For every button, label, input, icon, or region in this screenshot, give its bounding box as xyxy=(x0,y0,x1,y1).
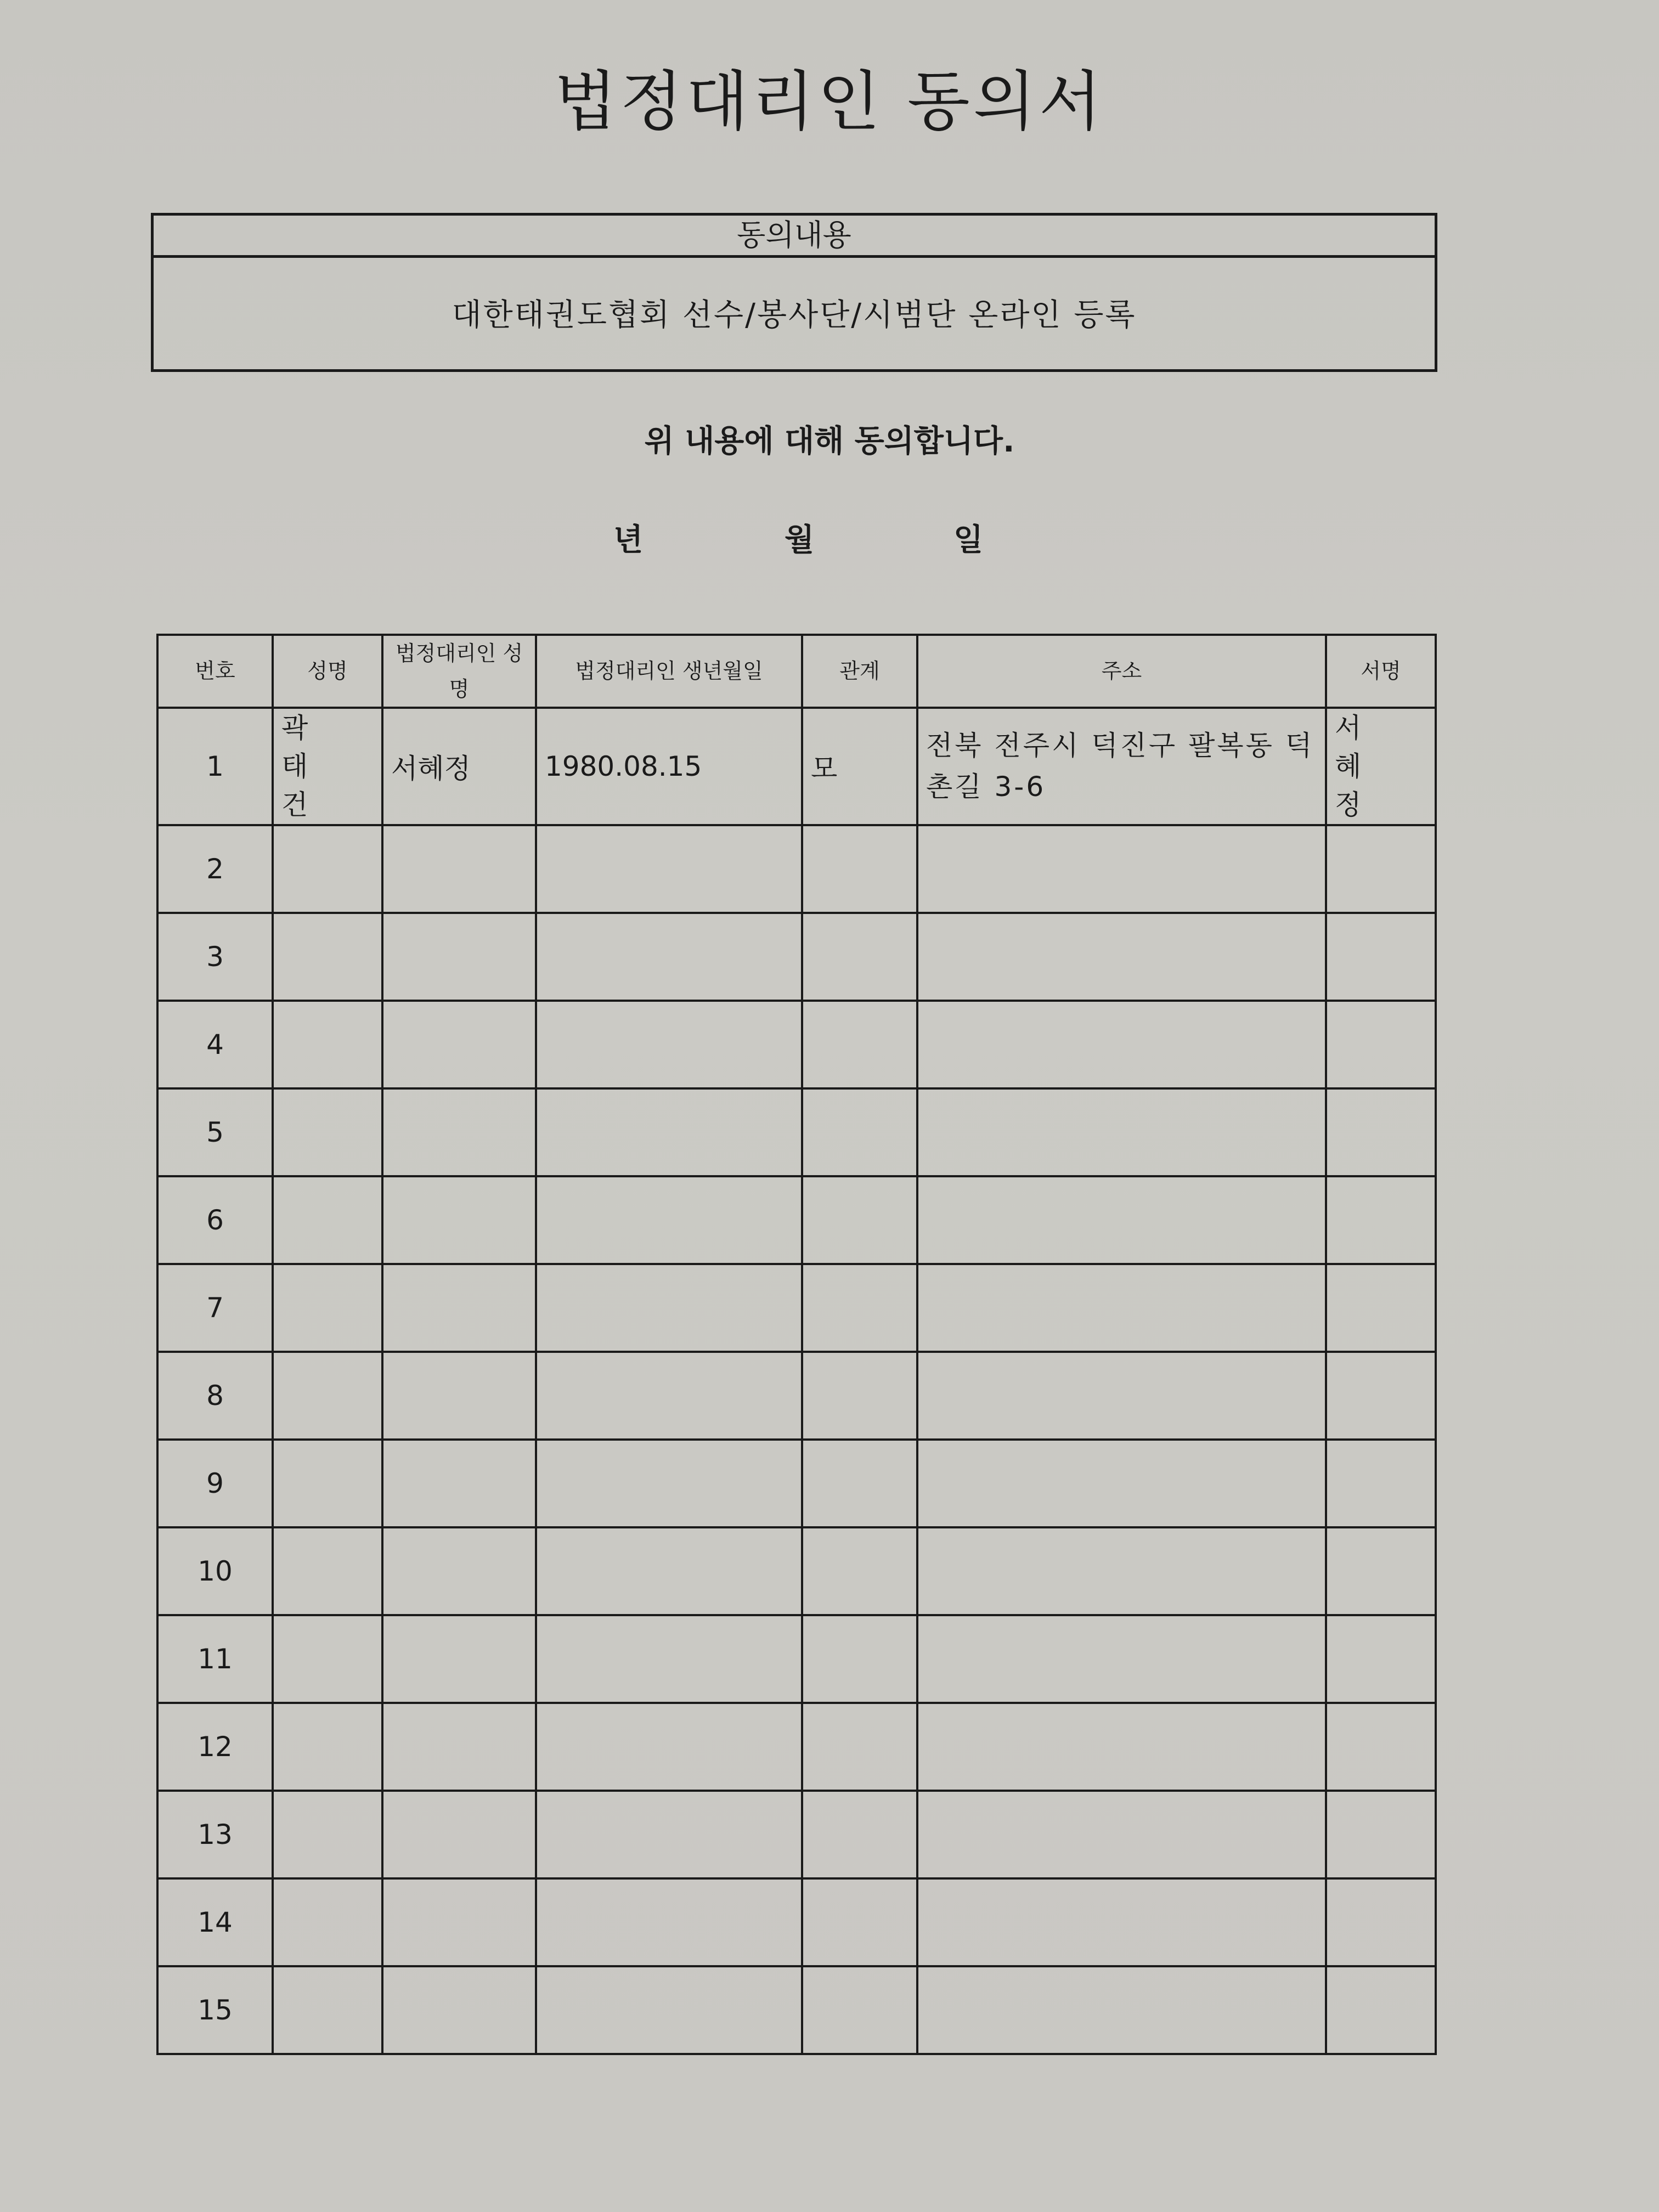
cell-number: 14 xyxy=(157,1878,273,1966)
cell-guardian-name xyxy=(382,1001,536,1088)
cell-signature xyxy=(1326,1264,1436,1352)
table-row xyxy=(157,1088,1436,1176)
cell-number: 4 xyxy=(157,1001,273,1088)
table-row xyxy=(157,1527,1436,1615)
cell-number: 6 xyxy=(157,1176,273,1264)
header-address: 주소 xyxy=(917,635,1326,708)
cell-relation xyxy=(802,1352,917,1440)
cell-signature xyxy=(1326,1440,1436,1527)
cell-address xyxy=(917,1966,1326,2054)
cell-signature xyxy=(1326,1352,1436,1440)
cell-guardian-name xyxy=(382,1615,536,1703)
cell-signature: 서 혜 정 xyxy=(1326,708,1436,825)
cell-name xyxy=(273,825,382,913)
cell-number: 5 xyxy=(157,1088,273,1176)
cell-guardian-birth xyxy=(536,1615,802,1703)
cell-signature xyxy=(1326,1176,1436,1264)
cell-relation xyxy=(802,1527,917,1615)
cell-name xyxy=(273,1440,382,1527)
cell-name xyxy=(273,1615,382,1703)
cell-guardian-birth: 1980.08.15 xyxy=(536,708,802,825)
cell-name xyxy=(273,1703,382,1791)
consent-header: 동의내용 xyxy=(154,216,1435,258)
cell-number: 10 xyxy=(157,1527,273,1615)
cell-address xyxy=(917,1088,1326,1176)
date-day-label: 일 xyxy=(953,522,984,558)
cell-name xyxy=(273,1001,382,1088)
guardian-table xyxy=(156,634,1437,2055)
cell-relation xyxy=(802,1264,917,1352)
cell-relation xyxy=(802,1615,917,1703)
cell-number: 2 xyxy=(157,825,273,913)
cell-relation xyxy=(802,1966,917,2054)
cell-guardian-birth xyxy=(536,1878,802,1966)
cell-address xyxy=(917,1527,1326,1615)
table-row xyxy=(157,913,1436,1001)
cell-relation xyxy=(802,1001,917,1088)
cell-guardian-name xyxy=(382,1440,536,1527)
cell-number: 15 xyxy=(157,1966,273,2054)
cell-relation xyxy=(802,913,917,1001)
cell-guardian-name xyxy=(382,1878,536,1966)
table-body xyxy=(157,708,1436,2054)
consent-text: 대한태권도협회 선수/봉사단/시범단 온라인 등록 xyxy=(452,297,1137,333)
cell-guardian-name xyxy=(382,1088,536,1176)
date-year-label: 년 xyxy=(613,522,644,558)
cell-guardian-birth xyxy=(536,913,802,1001)
cell-guardian-name xyxy=(382,825,536,913)
table-header-row xyxy=(157,635,1436,708)
cell-signature xyxy=(1326,913,1436,1001)
cell-signature xyxy=(1326,1088,1436,1176)
cell-relation xyxy=(802,1440,917,1527)
table-row xyxy=(157,1878,1436,1966)
cell-name xyxy=(273,1088,382,1176)
cell-guardian-birth xyxy=(536,1791,802,1878)
table-row xyxy=(157,1440,1436,1527)
cell-signature xyxy=(1326,1878,1436,1966)
cell-guardian-birth xyxy=(536,1703,802,1791)
cell-signature xyxy=(1326,1791,1436,1878)
cell-guardian-name xyxy=(382,1264,536,1352)
cell-guardian-name xyxy=(382,1176,536,1264)
cell-address xyxy=(917,913,1326,1001)
cell-guardian-name xyxy=(382,1791,536,1878)
cell-address xyxy=(917,1352,1326,1440)
header-signature: 서명 xyxy=(1326,635,1436,708)
table-row xyxy=(157,1703,1436,1791)
cell-number: 8 xyxy=(157,1352,273,1440)
cell-guardian-name: 서혜정 xyxy=(382,708,536,825)
cell-number: 7 xyxy=(157,1264,273,1352)
cell-number: 1 xyxy=(157,708,273,825)
cell-name xyxy=(273,1878,382,1966)
cell-address xyxy=(917,1703,1326,1791)
cell-name xyxy=(273,1966,382,2054)
cell-relation: 모 xyxy=(802,708,917,825)
cell-guardian-name xyxy=(382,1966,536,2054)
table-row xyxy=(157,1966,1436,2054)
cell-guardian-birth xyxy=(536,1527,802,1615)
cell-relation xyxy=(802,1791,917,1878)
cell-relation xyxy=(802,1878,917,1966)
cell-address xyxy=(917,1791,1326,1878)
agree-statement: 위 내용에 대해 동의합니다. xyxy=(644,424,1015,459)
cell-address xyxy=(917,1264,1326,1352)
cell-signature xyxy=(1326,1703,1436,1791)
table-row xyxy=(157,1001,1436,1088)
cell-address xyxy=(917,825,1326,913)
document-title: 법정대리인 동의서 xyxy=(554,64,1105,139)
cell-name xyxy=(273,1791,382,1878)
cell-number: 11 xyxy=(157,1615,273,1703)
cell-guardian-birth xyxy=(536,825,802,913)
header-guardian-birth: 법정대리인 생년월일 xyxy=(536,635,802,708)
cell-guardian-name xyxy=(382,1352,536,1440)
cell-number: 12 xyxy=(157,1703,273,1791)
header-number: 번호 xyxy=(157,635,273,708)
cell-relation xyxy=(802,825,917,913)
header-name: 성명 xyxy=(273,635,382,708)
cell-guardian-birth xyxy=(536,1440,802,1527)
cell-signature xyxy=(1326,1001,1436,1088)
cell-name xyxy=(273,913,382,1001)
cell-relation xyxy=(802,1176,917,1264)
cell-address xyxy=(917,1440,1326,1527)
cell-guardian-name xyxy=(382,913,536,1001)
header-guardian-name: 법정대리인 성명 xyxy=(382,635,536,708)
cell-name xyxy=(273,1264,382,1352)
cell-guardian-name xyxy=(382,1703,536,1791)
cell-number: 3 xyxy=(157,913,273,1001)
cell-guardian-birth xyxy=(536,1088,802,1176)
table-row xyxy=(157,1352,1436,1440)
cell-guardian-birth xyxy=(536,1352,802,1440)
cell-relation xyxy=(802,1088,917,1176)
cell-guardian-birth xyxy=(536,1966,802,2054)
cell-address: 전북 전주시 덕진구 팔복동 덕촌길 3-6 xyxy=(917,708,1326,825)
cell-address xyxy=(917,1878,1326,1966)
cell-address xyxy=(917,1615,1326,1703)
table-row xyxy=(157,1791,1436,1878)
cell-name xyxy=(273,1176,382,1264)
table-row xyxy=(157,1615,1436,1703)
header-relation: 관계 xyxy=(802,635,917,708)
cell-signature xyxy=(1326,825,1436,913)
cell-signature xyxy=(1326,1527,1436,1615)
cell-address xyxy=(917,1176,1326,1264)
table-row xyxy=(157,1176,1436,1264)
cell-name xyxy=(273,1352,382,1440)
cell-name xyxy=(273,1527,382,1615)
cell-relation xyxy=(802,1703,917,1791)
cell-guardian-birth xyxy=(536,1176,802,1264)
cell-guardian-birth xyxy=(536,1001,802,1088)
consent-box xyxy=(151,213,1437,372)
cell-number: 9 xyxy=(157,1440,273,1527)
cell-signature xyxy=(1326,1615,1436,1703)
cell-address xyxy=(917,1001,1326,1088)
cell-guardian-birth xyxy=(536,1264,802,1352)
cell-signature xyxy=(1326,1966,1436,2054)
table-row xyxy=(157,1264,1436,1352)
cell-name: 곽 태 건 xyxy=(273,708,382,825)
table-row xyxy=(157,825,1436,913)
cell-guardian-name xyxy=(382,1527,536,1615)
table-row xyxy=(157,708,1436,825)
cell-number: 13 xyxy=(157,1791,273,1878)
date-month-label: 월 xyxy=(785,522,815,558)
